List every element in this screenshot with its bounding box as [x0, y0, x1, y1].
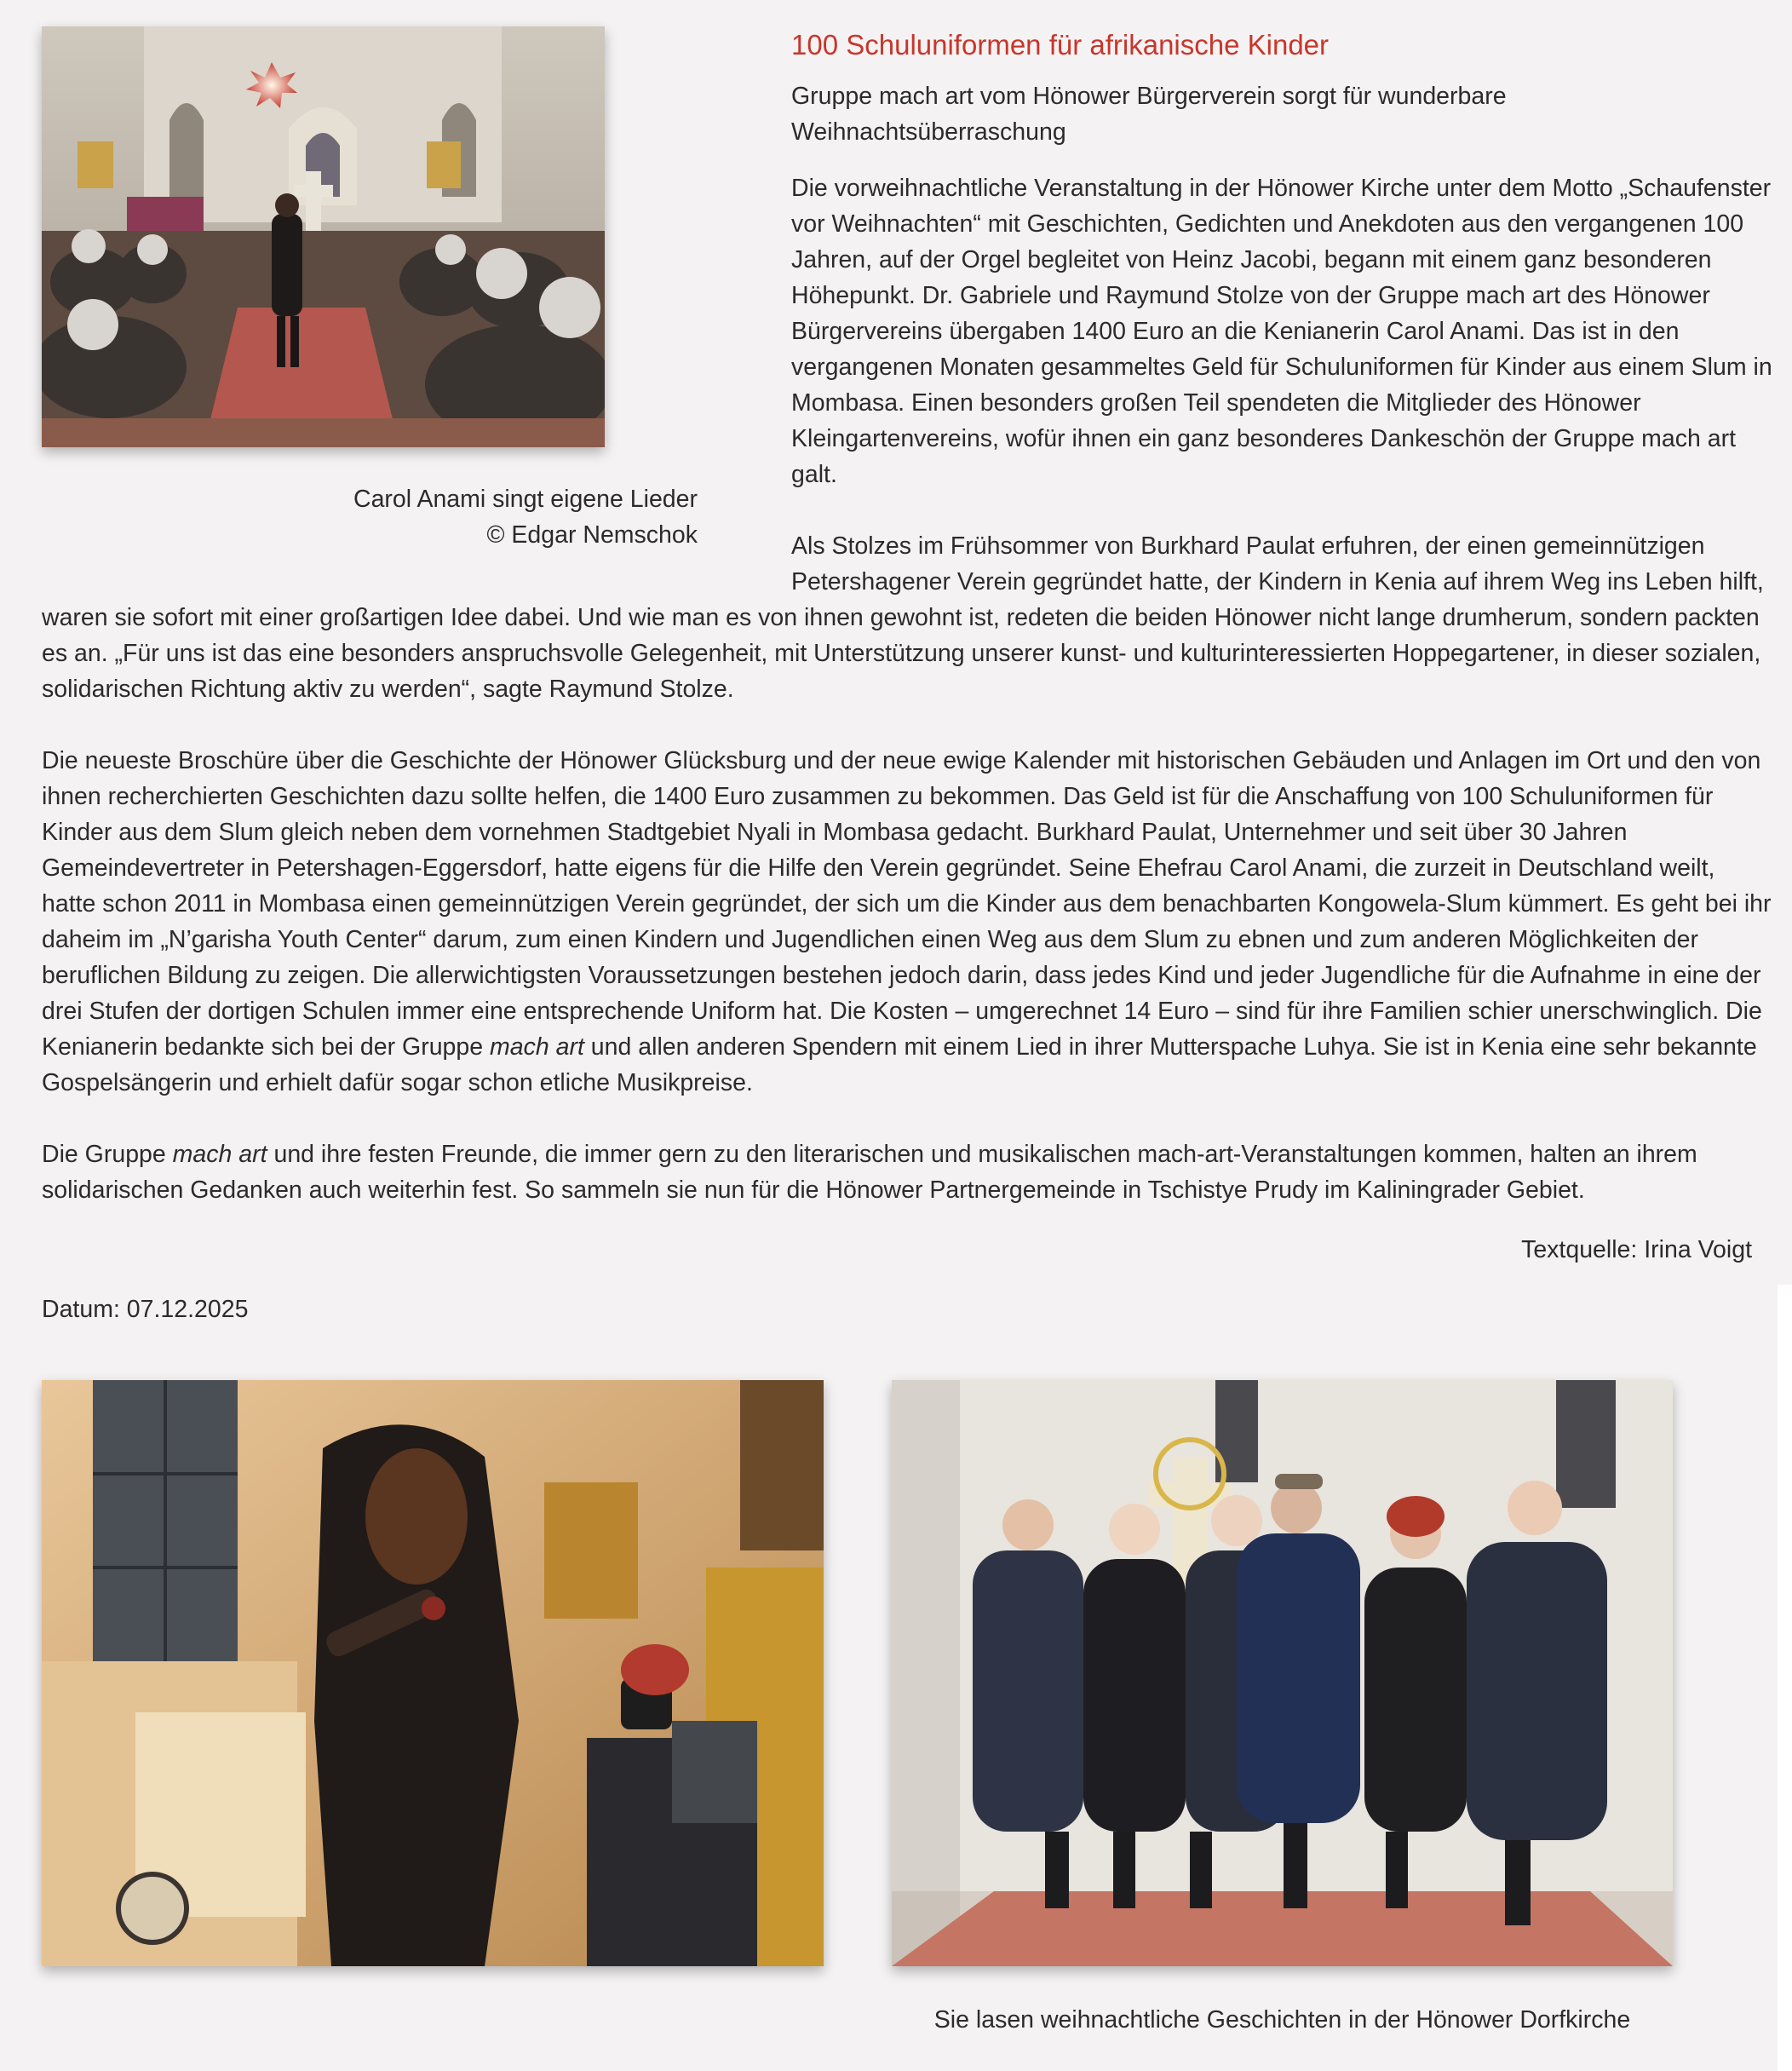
article-paragraph-1: Die vorweihnachtliche Veranstaltung in der Hönower Kirche unter dem Motto „Schaufenster vor Weihnachten“ mit Geschichten, Gedichten und Anekdoten aus den vergangenen 100 Jahren, auf der Orgel begleitet von Heinz Jacobi, begann mit einem ganz besonderen Höhepunkt. Dr. Gabriele und Raymund Stolze von der Gruppe mach art des Hönower Bürgervereins übergaben 1400 Euro an die Kenianerin Carol Anami. Das ist in den vergangenen Monaten gesammeltes Geld für Schuluniformen für Kinder aus einem Slum in Mombasa. Einen besonders großen Teil spendeten die Mitglieder des Hönower Kleingartenvereins, wofür ihnen ein ganz besonderes Dankeschön der Gruppe mach art galt.	[791, 175, 1772, 488]
article-paragraph-4: Die Gruppe mach art und ihre festen Freunde, die immer gern zu den literarischen und musikalischen mach-art-Veranstaltungen kommen, halten an ihrem solidarischen Gedanken auch weiterhin fest. So sammeln sie nun für die Hönower Partnergemeinde in Tschistye Prudy im Kaliningrader Gebiet.	[42, 1141, 1697, 1204]
article-paragraph-3: Die neueste Broschüre über die Geschichte der Hönower Glücksburg und der neue ewige Kalender mit historischen Gebäuden und Anlagen im Ort und den von ihnen recherchierten Geschichten dazu sollte helfen, die 1400 Euro zusammen zu bekommen. Das Geld ist für die Anschaffung von 100 Schuluniformen für Kinder aus dem Slum gleich neben dem vornehmen Stadtgebiet Nyali in Mombasa gedacht. Burkhard Paulat, Unternehmer und seit über 30 Jahren Gemeindevertreter in Petershagen-Eggersdorf, hatte eigens für die Hilfe den Verein gegründet. Seine Ehefrau Carol Anami, die zurzeit in Deutschland weilt, hatte schon 2011 in Mombasa einen gemeinnützigen Verein gegründet, der sich um die Kinder aus dem benachbarten Kongowela-Slum kümmert. Es geht bei ihr daheim im „N’garisha Youth Center“ darum, zum einen Kindern und Jugendlichen einen Weg aus dem Slum zu ebnen und zum anderen Möglichkeiten der beruflichen Bildung zu zeigen. Die allerwichtigsten Voraussetzungen bestehen jedoch darin, dass jedes Kind und jeder Jugendliche für die Aufnahme in eine der drei Stufen der dortigen Schulen immer eine entsprechende Uniform hat. Die Kosten – umgerechnet 14 Euro – sind für ihre Familien schier unerschwinglich. Die Kenianerin bedankte sich bei der Gruppe mach art und allen anderen Spendern mit einem Lied in ihrer Mutterspache Luhya. Sie ist in Kenia eine sehr bekannte Gospelsängerin und erhielt dafür sogar schon etliche Musikpreise.	[42, 747, 1772, 1096]
church-concert-photo[interactable]	[42, 26, 605, 447]
church-concert-illustration	[42, 26, 605, 447]
photo-gallery	[42, 1380, 1745, 2053]
top-image-block	[42, 0, 723, 570]
page-edge	[1778, 0, 1792, 1285]
article-title: 100 Schuluniformen für afrikanische Kinder	[791, 29, 1330, 60]
article-date: Datum: 07.12.2025	[42, 1296, 249, 1323]
gallery-caption: Sie lasen weihnachtliche Geschichten in der Hönower Dorfkirche	[933, 2006, 1631, 2034]
page-edge-lower	[1778, 1285, 1792, 2071]
group-illustration	[892, 1380, 1673, 1966]
article	[42, 0, 1772, 1327]
top-image-caption-text: Carol Anami singt eigene Lieder	[353, 486, 698, 513]
text-source: Textquelle: Irina Voigt	[1521, 1236, 1752, 1263]
photo-credit: © Edgar Nemschok	[486, 521, 698, 549]
singer-illustration	[42, 1380, 824, 1966]
top-image-caption	[42, 481, 723, 553]
article-subtitle: Gruppe mach art vom Hönower Bürgerverein sorgt für wunderbare Weihnachtsüberraschung	[791, 83, 1507, 146]
singer-photo[interactable]	[42, 1380, 824, 1966]
article-paragraph-2: Als Stolzes im Frühsommer von Burkhard Paulat erfuhren, der einen gemeinnützigen Petershagener Verein gegründet hatte, der Kindern in Kenia auf ihrem Weg ins Leben hilft, waren sie sofort mit einer großartigen Idee dabei. Und wie man es von ihnen gewohnt ist, redeten die beiden Hönower nicht lange drumherum, sondern packten es an. „Für uns ist das eine besonders anspruchsvolle Gelegenheit, mit Unterstützung unserer kunst- und kulturinteressierten Hoppegartener, in dieser sozialen, solidarischen Richtung aktiv zu werden“, sagte Raymund Stolze.	[42, 532, 1764, 703]
group-photo[interactable]	[892, 1380, 1673, 1966]
